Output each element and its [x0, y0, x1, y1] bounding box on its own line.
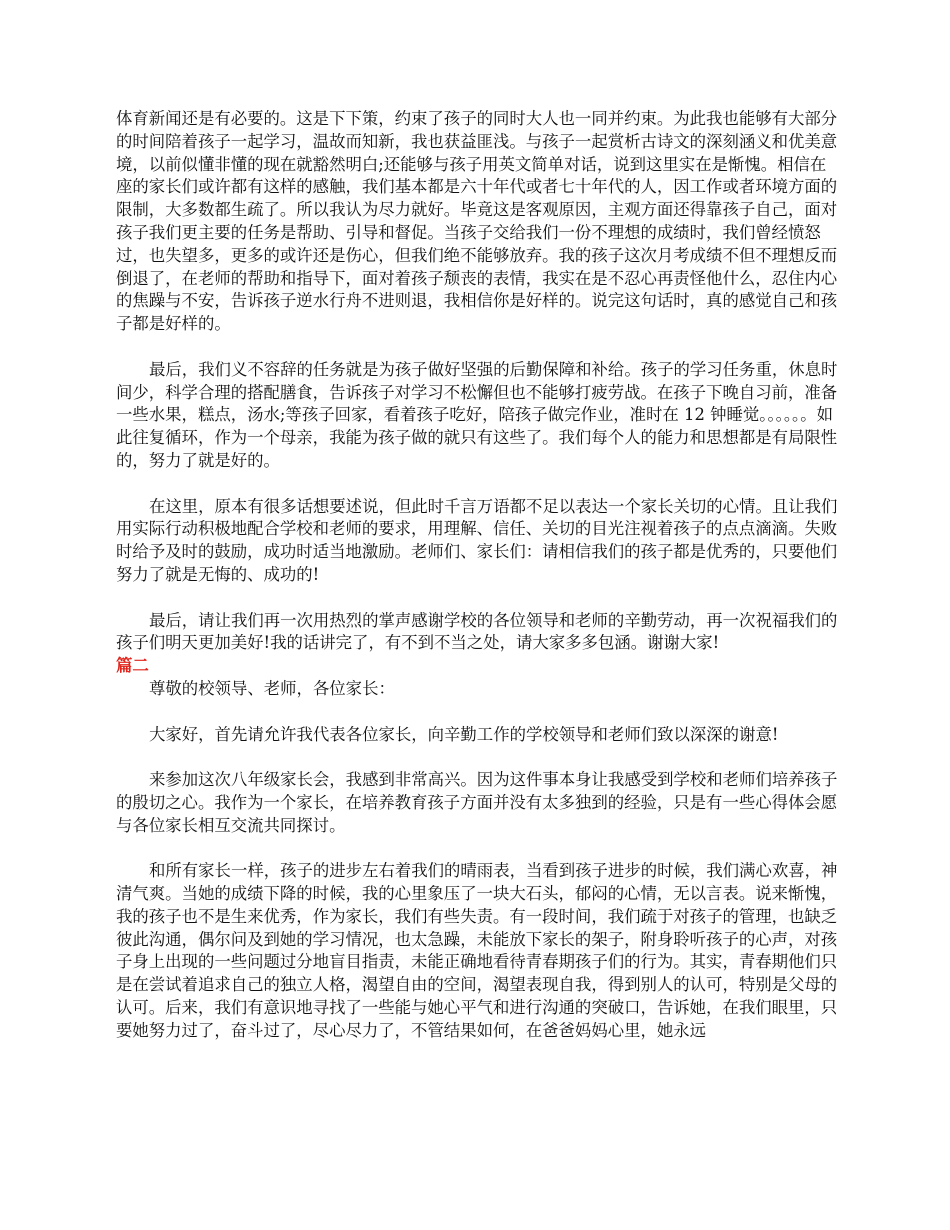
section2-paragraph-3: 和所有家长一样，孩子的进步左右着我们的晴雨表，当看到孩子进步的时候，我们满心欢喜，神清气爽。当她的成绩下降的时候，我的心里象压了一块大石头，郁闷的心情，无以言表。说来惭愧，我的孩子也不是生来优秀，作为家长，我们有些失责。有一段时间，我们疏于对孩子的管理，也缺乏彼此沟通，偶尔问及到她的学习情况，也太急躁，未能放下家长的架子，附身聆听孩子的心声，对孩子身上出现的一些问题过分地盲目指责，未能正确地看待青春期孩子们的行为。其实，青春期他们只是在尝试着追求自己的独立人格，渴望自由的空间，渴望表现自我，得到别人的认可，特别是父母的认可。后来，我们有意识地寻找了一些能与她心平气和进行沟通的突破口，告诉她，在我们眼里，只要她努力过了，奋斗过了，尽心尽力了，不管结果如何，在爸爸妈妈心里，她永远 [116, 861, 838, 1040]
section2-paragraph-1: 大家好，首先请允许我代表各位家长，向辛勤工作的学校领导和老师们致以深深的谢意! [149, 724, 779, 744]
paragraph-3: 在这里，原本有很多话想要述说，但此时千言万语都不足以表达一个家长关切的心情。且让我们用实际行动积极地配合学校和老师的要求，用理解、信任、关切的目光注视着孩子的点点滴滴。失败时给予及时的鼓励，成功时适当地激励。老师们、家长们：请相信我们的孩子都是优秀的，只要他们努力了就是无悔的、成功的! [116, 496, 838, 584]
salutation: 尊敬的校领导、老师，各位家长： [149, 678, 395, 698]
document-body [116, 108, 840, 1043]
section2-paragraph-2: 来参加这次八年级家长会，我感到非常高兴。因为这件事本身让我感受到学校和老师们培养孩子的殷切之心。我作为一个家长，在培养教育孩子方面并没有太多独到的经验，只是有一些心得体会愿与各位家长相互交流共同探讨。 [116, 770, 838, 835]
paragraph-4: 最后，请让我们再一次用热烈的掌声感谢学校的各位领导和老师的辛勤劳动，再一次祝福我们的孩子们明天更加美好!我的话讲完了，有不到不当之处，请大家多多包涵。谢谢大家! [116, 610, 838, 653]
section-heading: 篇二 [116, 656, 149, 676]
paragraph-1: 体育新闻还是有必要的。这是下下策，约束了孩子的同时大人也一同并约束。为此我也能够有大部分的时间陪着孩子一起学习，温故而知新，我也获益匪浅。与孩子一起赏析古诗文的深刻涵义和优美意境，以前似懂非懂的现在就豁然明白;还能够与孩子用英文简单对话，说到这里实在是惭愧。相信在座的家长们或许都有这样的感触，我们基本都是六十年代或者七十年代的人，因工作或者环境方面的限制，大多数都生疏了。所以我认为尽力就好。毕竟这是客观原因，主观方面还得靠孩子自己，面对孩子我们更主要的任务是帮助、引导和督促。当孩子交给我们一份不理想的成绩时，我们曾经愤怒过，也失望多，更多的或许还是伤心，但我们绝不能够放弃。我的孩子这次月考成绩不但不理想反而倒退了，在老师的帮助和指导下，面对着孩子颓丧的表情，我实在是不忍心再责怪他什么，忍住内心的焦躁与不安，告诉孩子逆水行舟不进则退，我相信你是好样的。说完这句话时，真的感觉自己和孩子都是好样的。 [116, 109, 838, 334]
paragraph-2: 最后，我们义不容辞的任务就是为孩子做好坚强的后勤保障和补给。孩子的学习任务重，休息时间少，科学合理的搭配膳食，告诉孩子对学习不松懈但也不能够打疲劳战。在孩子下晚自习前，准备一些水果，糕点，汤水;等孩子回家，看着孩子吃好，陪孩子做完作业，准时在 12 钟睡觉。。。。。。如此往复循环，作为一个母亲，我能为孩子做的就只有这些了。我们每个人的能力和思想都是有局限性的，努力了就是好的。 [116, 359, 838, 470]
